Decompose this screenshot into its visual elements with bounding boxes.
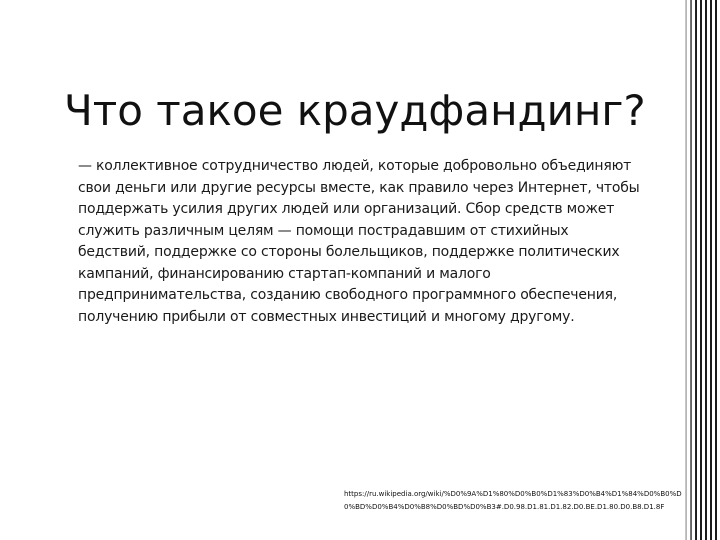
definition-text: — коллективное сотрудничество людей, которые добровольно объединяют свои деньги или другие ресурсы вместе, как правило через Интернет, чтобы поддержать усилия других людей или организаций. Сбор средств может служить различным целям — помощи пострадавшим от стихийных бедствий, поддержке со стороны болельщиков, поддержке политических кампаний, финансированию стартап-компаний и малого предпринимательства, созданию свободного программного обеспечения, получению прибыли от совместных инвестиций и многому другому. (78, 158, 640, 325)
source-link[interactable]: https://ru.wikipedia.org/wiki/%D0%9A%D1%80%D0%B0%D1%83%D0%B4%D1%84%D0%B0%D0%BD%D0%B4%D0%B8%D0%BD%D0%B3#.D0.98.D1.81.D1.82.D0.BE.D1.80.D0.B8.D1.8F (344, 490, 682, 511)
slide-title: Что такое краудфандинг? (64, 86, 646, 135)
decorative-striped-border (682, 0, 720, 540)
